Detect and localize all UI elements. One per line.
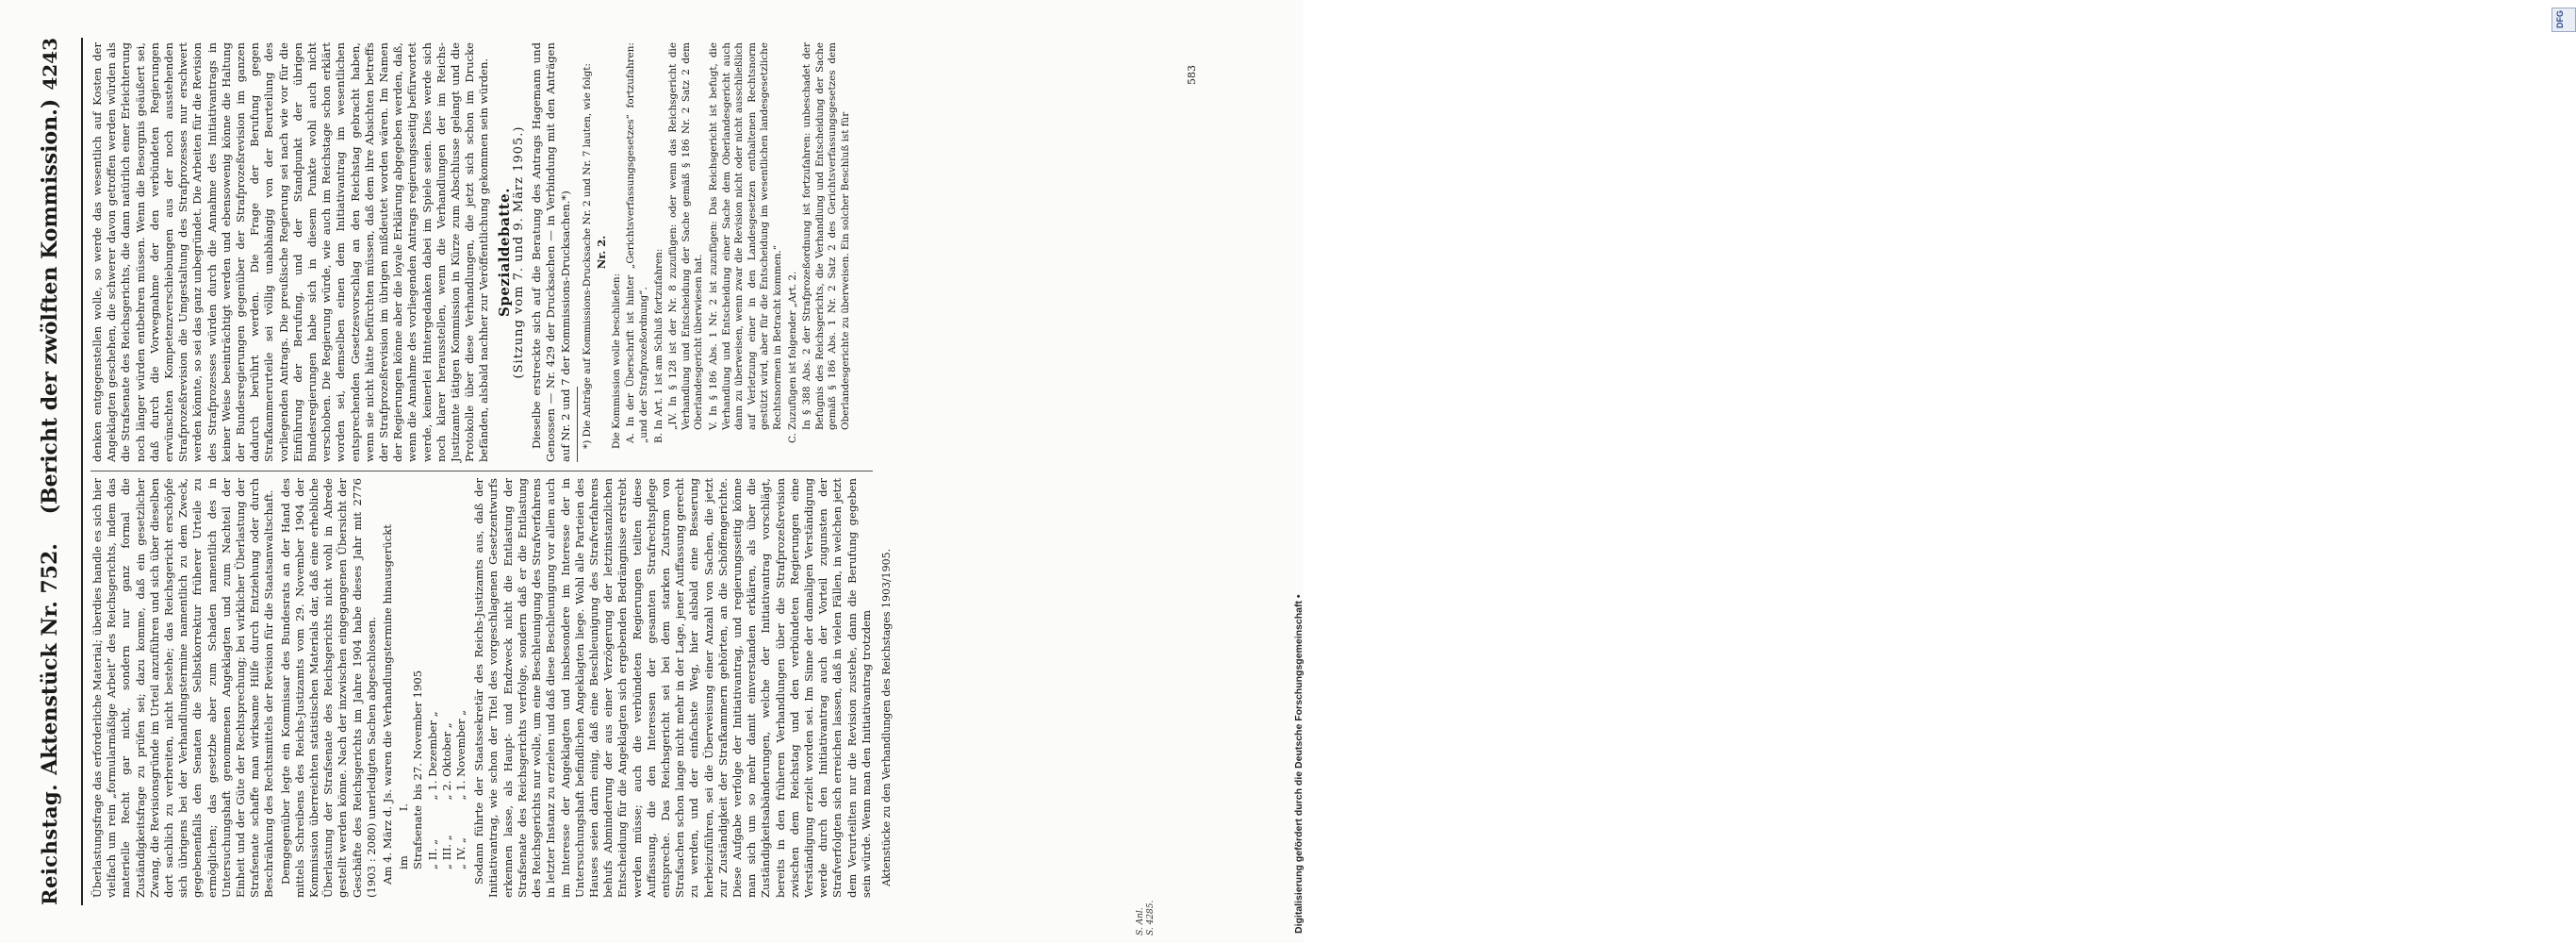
list-item (454, 478, 468, 869)
paragraph: Am 4. März d. Js. waren die Verhandlungstermine hinausgerückt (381, 524, 395, 885)
footnote-line: *) Die Anträge auf Kommissions-Drucksache Nr. 2 und Nr. 7 lauten, wie folgt: (581, 63, 593, 449)
footer-left: Aktenstücke zu den Verhandlungen des Reichstages 1903/1905. (880, 548, 893, 886)
header-left: Reichstag. (38, 784, 61, 905)
dfg-logo-icon (2551, 8, 2576, 32)
paragraph: Dieselbe erstreckte sich auf die Beratung des Antrags Hagemann und Genossen — Nr. 429 der Drucksachen — in Verbindung mit den Anträgen auf Nr. 2 und 7 der Kommissions-Drucksachen.*) (530, 42, 572, 462)
footnote-heading: Nr. 2. (595, 235, 609, 270)
header-commission: (Bericht der zwölften Kommission.) (38, 98, 62, 515)
footer-page-number: 583 (1186, 65, 1198, 85)
term-date: „ 1. Dezember „ (425, 711, 439, 801)
header-document-number: Aktenstück Nr. 752. (38, 543, 62, 775)
section-subtitle: (Sitzung vom 7. und 9. März 1905.) (511, 125, 526, 379)
list-item (440, 478, 454, 869)
paragraph: Sodann führte der Staatssekretär des Reichs-Justizamts aus, daß der Initiativantrag, wie schon der Titel des vorgeschlagenen Gesetzentwurfs erkennen lasse, als Haupt- und Endzweck nicht die Entlastung der Strafsenate des Reichsgerichts verfolge, sondern daß er die Entlastung des Reichsgerichts nur wolle, um eine Beschleunigung des Strafverfahrens in letzter Instanz zu erzielen und daß diese Beschleunigung vor allem auch im Interesse der Angeklagten und insbesondere im Interesse der in Untersuchungshaft befindlichen Angeklagten liege. Wohl alle Parteien des Hauses seien darin einig, daß eine Beschleunigung des Strafverfahrens behufs Abminderung der aus einer Verzögerung der letztinstanzlichen Entscheidung für die Angeklagten sich ergebenden Bedrängnisse erstrebt werden müsse; auch die verbündeten Regierungen teilten diese Auffassung, die den Interessen der gesamten Strafrechtspflege entspreche. Das Reichsgericht sei bei dem starken Zustrom von Strafsachen schon lange nicht mehr in der Lage, jener Auffassung gerecht zu werden, und der einfachste Weg, hier alsbald eine Besserung herbeizuführen, sei die Überweisung einer Anzahl von Sachen, die jetzt zur Zuständigkeit der Strafkammern gehörten, an die Schöffengerichte. Diese Aufgabe verfolge der Initiativantrag, und regierungsseitig könne man sich um so mehr damit einverstanden erklären, als über die Zuständigkeitsabänderungen, welche der Initiativantrag vorschlägt, bereits in den früheren Verhandlungen über die Strafprozeßrevision zwischen dem Reichstag und den verbündeten Regierungen eine Verständigung erzielt worden sei. Im Sinne der damaligen Verständigung werde durch den Initiativantrag auch der Vorteil zugunsten der Strafverfolgten sich erreichen lassen, daß in vielen Fällen, in welchen jetzt dem Verurteilten nur die Revision zustehe, dann die Berufung gegeben sein würde. Wenn man den Initiativantrag trotzdem (472, 478, 873, 898)
page-header (38, 38, 75, 905)
right-column (90, 42, 1212, 462)
margin-note (1136, 901, 1157, 935)
term-date: bis 27. November 1905 (411, 670, 425, 801)
list-item (397, 478, 425, 869)
list-item (426, 478, 440, 869)
footnote-line: B. In Art. 1 ist am Schluß fortzufahren: (652, 248, 665, 443)
terms-list (397, 478, 468, 869)
paragraph: denken entgegenstellen wolle, so werde das wesentlich auf Kosten der Angeklagten geschehen, die schwerer davon getroffen werden würden als die Strafsenate des Reichsgerichts, die dann natürlich einer Erleichterung noch länger würden entbehren müssen. Wenn die Besorgnis geäußert sei, daß durch die Vorwegnahme der den verbündeten Regierungen erwünschten Kompetenzverschiebungen aus der noch ausstehenden Strafprozeßrevision die Umgestaltung des Strafprozesses nur erschwert werden könnte, so sei das ganz unbegründet. Die Arbeiten für die Revision des Strafprozesses würden durch die Annahme des Initiativantrags in keiner Weise beeinträchtigt werden und ebensowenig könne die Haltung der Bundesregierungen gegenüber der Strafprozeßrevision im ganzen dadurch berührt werden. Die Frage der Berufung gegen Strafkammerurteile sei völlig unabhängig von der Beurteilung des vorliegenden Antrags. Die preußische Regierung sei nach wie vor für die Einführung der Berufung, und der Standpunkt der übrigen Bundesregierungen habe sich in diesem Punkte wohl auch nicht verschoben. Die Regierung würde, wie auch im Reichstage schon erklärt worden sei, demselben einen dem Initiativantrag im wesentlichen entsprechenden Gesetzesvorschlag an den Reichstag gebracht haben, wenn sie nicht hätte befürchten müssen, daß dem ihre Absichten betreffs der Strafprozeßrevision im übrigen mißdeutet worden wären. Im Namen der Regierungen könne aber die loyale Erklärung abgegeben werden, daß, wenn die Annahme des vorliegenden Antrags regierungsseitig befürwortet werde, keinerlei Hintergedanken dabei im Spiele seien. Dies werde sich noch klarer herausstellen, wenn die Verhandlungen der im Reichs-Justizamte tätigen Kommission in Kürze zum Abschlusse gelangt und die Protokolle über diese Verhandlungen, die jetzt sich schon im Drucke befänden, alsbald nachher zur Veröffentlichung gekommen sein würden. (90, 42, 491, 462)
margin-note-line: S. Anl. (1136, 907, 1145, 935)
footnote-line: V. In § 186 Abs. 1 Nr. 2 ist zuzufügen: Das Reichsgericht ist befugt, die Verhandlung und Entscheidung einer Sache dem Oberlandesgericht auch dann zu überweisen, wenn zwar die Revision nicht oder nicht ausschließlich auf Verletzung einer in den Landesgesetzen enthaltenen Rechtsnorm gestützt wird, aber für die Entscheidung im wesentlichen landesgesetzliche Rechtsnormen in Betracht kommen.“ (708, 42, 784, 430)
footnote-line: In § 388 Abs. 2 der Strafprozeßordnung ist fortzufahren: unbeschadet der Befugnis des Reichsgerichts, die Verhandlung und Entscheidung der Sache gemäß § 186 Abs. 1 Nr. 2 Satz 2 des Gerichtsverfassungsgesetzes dem Oberlandesgerichte zu überweisen. Ein solcher Beschluß ist für (801, 42, 851, 430)
term-senate: „ II. „ (425, 838, 439, 869)
left-column (90, 478, 873, 898)
footnote (582, 42, 853, 462)
margin-note-line: S. 4285. (1146, 900, 1156, 935)
footnote-line: C. Zuzufügen ist folgender „Art. 2. (786, 271, 798, 443)
paragraph: Überlastungsfrage das erforderliche Material; überdies handle es sich hier vielfach um rein „formularmäßige Arbeit“ des Reichsgerichts, indem das materielle Recht gar nicht, sondern nur ganz formal die Zuständigkeitsfrage zu prüfen sei; dazu komme, daß ein gesetzlicher Zwang, die Revisionsgründe im Urteil anzuführen und sich über dieselben dort sachlich zu verbreiten, nicht bestehe; das Reichsgericht erschöpfe sich übrigens bei der Verhandlungstermine namentlich zu dem Zweck, gegebenenfalls den Senaten die Selbstkorrektur früherer Urteile zu ermöglichen; das gesetzbe aber zum Schaden namentlich des in Untersuchungshaft genommenen Angeklagten und zum Nachteil der Einheit und der Güte der Rechtsprechung; bei wirklicher Überlastung der Strafsenate schaffe man wirksame Hilfe durch Entziehung oder durch Beschränkung des Rechtsmittels der Revision für die Staatsanwaltschaft. (90, 478, 276, 898)
header-rule (81, 38, 83, 905)
section-title: Spezialdebatte. (495, 188, 513, 317)
rotated-document-page (0, 0, 1254, 943)
term-senate: im I. Strafsenate (397, 803, 425, 869)
term-senate: „ III. „ (439, 835, 453, 869)
header-middle (38, 99, 62, 775)
term-date: „ 1. November „ (454, 709, 468, 801)
footnote-separator (577, 387, 578, 462)
page-number: 4243 (39, 38, 61, 91)
term-date: „ 2. Oktober „ (439, 722, 453, 801)
footnote-line: A. In der Überschrift ist hinter „Gerichtsverfassungsgesetzes“ fortzufahren: „und der Strafprozeßordnung“. (625, 42, 650, 443)
paragraph: Demgegenüber legte ein Kommissar des Bundesrats an der Hand des mittels Schreibens des Reichs-Justizamts vom 29. November 1904 der Kommission überreichten statistischen Materials dar, daß eine erhebliche Überlastung der Strafsenate des Reichsgerichts nicht wohl in Abrede gestellt werden könne. Nach der inzwischen eingegangenen Übersicht der Geschäfte des Reichsgerichts im Jahre 1904 habe dieses Jahr mit 2776 (1903 : 2080) unerledigten Sachen abgeschlossen. (278, 478, 378, 898)
footnote-line: Die Kommission wolle beschließen: (610, 273, 622, 449)
term-senate: „ IV. „ (454, 837, 468, 869)
dfg-logo-text: DFG (2555, 10, 2565, 28)
digitization-credit: Digitalisierung gefördert durch die Deutsche Forschungsgemeinschaft • (1293, 594, 1304, 934)
footnote-line: „IV. In § 128 ist der Nr. 8 zuzufügen: oder wenn das Reichsgericht die Verhandlung und Entscheidung der Sache gemäß § 186 Nr. 2 Satz 2 dem Oberlandesgericht überwiesen hat. (667, 42, 705, 430)
column-divider (90, 471, 873, 472)
